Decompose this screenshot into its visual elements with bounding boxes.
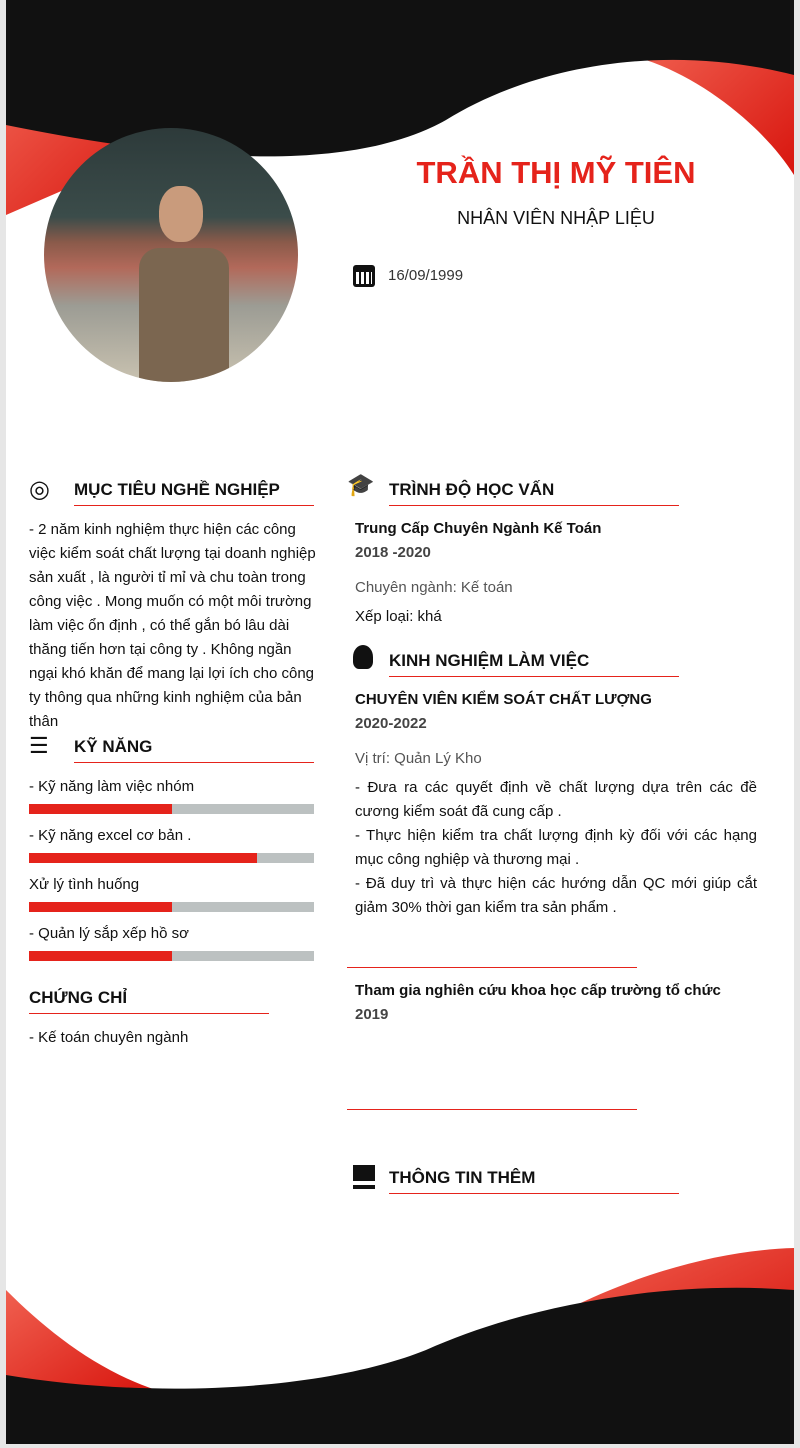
experience-position: Vị trí: Quản Lý Kho [355,750,482,767]
activity-title: Tham gia nghiên cứu khoa học cấp trường tổ chức [355,982,721,999]
target-icon: ◎ [29,476,50,503]
school-name: Trung Cấp Chuyên Ngành Kế Toán [355,520,602,537]
cv-page [6,0,794,1444]
skill-bar [29,804,314,814]
education-heading: TRÌNH ĐỘ HỌC VẤN [389,480,555,499]
skill-bar-fill [29,951,172,961]
skill-label: - Kỹ năng excel cơ bản . [29,827,192,844]
skill-bar [29,951,314,961]
skill-label: - Kỹ năng làm việc nhóm [29,778,195,795]
skill-bar [29,853,314,863]
experience-heading: KINH NGHIỆM LÀM VIỆC [389,651,590,670]
objective-text: - 2 năm kinh nghiệm thực hiện các công việc kiểm soát chất lượng tại doanh nghiệp sản xuất , là người tỉ mỉ và chu toàn trong công việc . Mong muốn có một môi trường làm việc ổn định , có thể gắn bó lâu dài thăng tiến hơn tại công ty . Không ngần ngại khó khăn để mang lại lợi ích cho công ty thông qua những kinh nghiệm của bản thân [29,521,316,730]
candidate-name: TRẦN THỊ MỸ TIÊN [416,155,696,190]
bottom-wave-decoration [6,1240,794,1444]
more-info-heading: THÔNG TIN THÊM [389,1168,536,1187]
skill-bar-fill [29,804,172,814]
monitor-icon [353,1165,375,1185]
graduation-cap-icon: 🎓 [347,472,375,497]
calendar-icon [353,265,375,287]
certificates-heading: CHỨNG CHỈ [29,988,128,1007]
skills-heading: KỸ NĂNG [74,737,153,756]
education-years: 2018 -2020 [355,544,431,561]
education-grade: Xếp loại: khá [355,608,442,625]
skill-bar-fill [29,853,257,863]
skill-bar [29,902,314,912]
activity-year: 2019 [355,1006,389,1023]
skill-label: - Quản lý sắp xếp hồ sơ [29,925,189,942]
objective-heading: MỤC TIÊU NGHỀ NGHIỆP [74,480,280,499]
birthdate: 16/09/1999 [388,267,464,284]
experience-role: CHUYÊN VIÊN KIỂM SOÁT CHẤT LƯỢNG [355,691,652,708]
certificate-item: - Kế toán chuyên ngành [29,1029,189,1046]
experience-details: - Đưa ra các quyết định về chất lượng dựa trên các đề cương kiểm soát đã cung cấp . - Thực hiện kiểm tra chất lượng định kỳ đối với các hạng mục công nghiệp và thương mại . - Đã duy trì và thực hiện các hướng dẫn QC mới giúp cắt giảm 30% thời gan kiểm tra sản phẩm . [355,779,757,916]
experience-years: 2020-2022 [355,715,427,732]
skill-bar-fill [29,902,172,912]
person-head [159,186,203,242]
skill-label: Xử lý tình huống [29,876,140,893]
profile-photo [44,128,298,382]
list-icon: ☰ [29,733,49,758]
job-title: NHÂN VIÊN NHẬP LIỆU [457,208,655,228]
person-figure [139,248,229,382]
head-gear-icon [353,645,373,669]
education-major: Chuyên ngành: Kế toán [355,579,513,596]
